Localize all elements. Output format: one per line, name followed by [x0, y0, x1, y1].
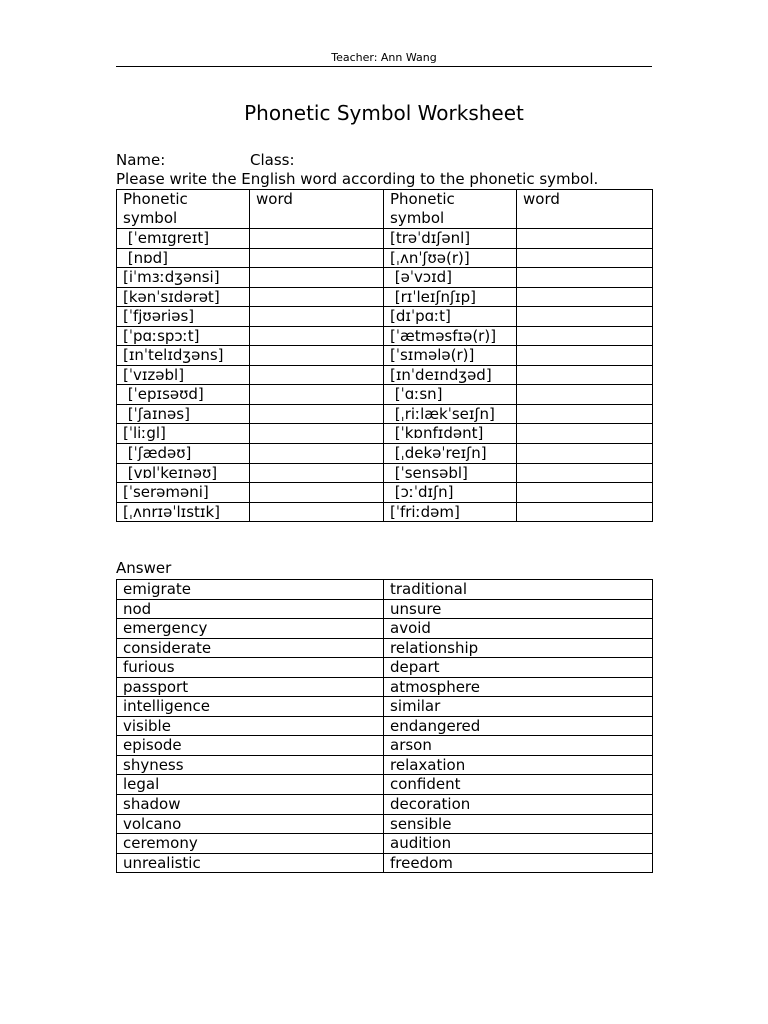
word-answer-cell[interactable] — [517, 326, 653, 346]
phonetic-cell: [iˈmɜːdʒənsi] — [117, 268, 250, 288]
answer-row — [117, 638, 653, 658]
word-answer-cell[interactable] — [250, 307, 384, 327]
answer-cell: shyness — [117, 755, 384, 775]
phonetic-cell: [ˈvɪzəbl] — [117, 365, 250, 385]
answer-row — [117, 697, 653, 717]
word-answer-cell[interactable] — [517, 346, 653, 366]
word-answer-cell[interactable] — [250, 346, 384, 366]
answer-cell: similar — [384, 697, 653, 717]
phonetic-cell: [ˈʃaɪnəs] — [117, 404, 250, 424]
answer-cell: audition — [384, 834, 653, 854]
header-divider — [116, 66, 652, 67]
worksheet-row — [117, 346, 653, 366]
phonetic-cell: [ˈætməsfɪə(r)] — [384, 326, 517, 346]
answer-heading: Answer — [116, 559, 172, 577]
phonetic-cell: [vɒlˈkeɪnəʊ] — [117, 463, 250, 483]
phonetic-cell: [ɔːˈdɪʃn] — [384, 483, 517, 503]
answer-cell: relationship — [384, 638, 653, 658]
answer-row — [117, 795, 653, 815]
phonetic-cell: [ˈsɪmələ(r)] — [384, 346, 517, 366]
answer-cell: decoration — [384, 795, 653, 815]
header-phonetic-symbol: Phonetic symbol — [384, 190, 517, 229]
answer-row — [117, 619, 653, 639]
worksheet-row — [117, 229, 653, 249]
phonetic-cell: [nɒd] — [117, 248, 250, 268]
phonetic-cell: [ˌdekəˈreɪʃn] — [384, 444, 517, 464]
phonetic-cell: [əˈvɔɪd] — [384, 268, 517, 288]
word-answer-cell[interactable] — [250, 229, 384, 249]
answer-table — [116, 579, 653, 873]
answer-row — [117, 853, 653, 873]
answer-row — [117, 775, 653, 795]
answer-cell: nod — [117, 599, 384, 619]
phonetic-cell: [ˈfriːdəm] — [384, 502, 517, 522]
phonetic-cell: [rɪˈleɪʃnʃɪp] — [384, 287, 517, 307]
word-answer-cell[interactable] — [250, 424, 384, 444]
phonetic-cell: [ˌriːlækˈseɪʃn] — [384, 404, 517, 424]
worksheet-header-row — [117, 190, 653, 229]
answer-cell: freedom — [384, 853, 653, 873]
answer-cell: shadow — [117, 795, 384, 815]
worksheet-row — [117, 365, 653, 385]
phonetic-cell: [ˈɑːsn] — [384, 385, 517, 405]
phonetic-cell: [ɪnˈtelɪdʒəns] — [117, 346, 250, 366]
answer-row — [117, 677, 653, 697]
phonetic-cell: [ˈepɪsəʊd] — [117, 385, 250, 405]
answer-cell: traditional — [384, 580, 653, 600]
teacher-header: Teacher: Ann Wang — [331, 51, 437, 64]
answer-cell: passport — [117, 677, 384, 697]
header-word: word — [517, 190, 653, 229]
phonetic-cell: [trəˈdɪʃənl] — [384, 229, 517, 249]
answer-cell: unrealistic — [117, 853, 384, 873]
answer-cell: volcano — [117, 814, 384, 834]
word-answer-cell[interactable] — [517, 229, 653, 249]
header-phonetic-symbol: Phonetic symbol — [117, 190, 250, 229]
answer-cell: avoid — [384, 619, 653, 639]
word-answer-cell[interactable] — [517, 424, 653, 444]
answer-cell: endangered — [384, 716, 653, 736]
worksheet-row — [117, 307, 653, 327]
instruction-text: Please write the English word according to the phonetic symbol. — [116, 170, 599, 188]
answer-row — [117, 755, 653, 775]
worksheet-row — [117, 463, 653, 483]
word-answer-cell[interactable] — [250, 365, 384, 385]
answer-row — [117, 716, 653, 736]
answer-cell: emergency — [117, 619, 384, 639]
page-title: Phonetic Symbol Worksheet — [244, 101, 524, 125]
word-answer-cell[interactable] — [517, 463, 653, 483]
word-answer-cell[interactable] — [250, 287, 384, 307]
word-answer-cell[interactable] — [250, 502, 384, 522]
answer-row — [117, 736, 653, 756]
word-answer-cell[interactable] — [517, 268, 653, 288]
worksheet-row — [117, 248, 653, 268]
word-answer-cell[interactable] — [250, 268, 384, 288]
phonetic-cell: [dɪˈpɑːt] — [384, 307, 517, 327]
worksheet-row — [117, 444, 653, 464]
header-word: word — [250, 190, 384, 229]
worksheet-row — [117, 287, 653, 307]
worksheet-row — [117, 326, 653, 346]
phonetic-cell: [ˈsensəbl] — [384, 463, 517, 483]
phonetic-cell: [ˈpɑːspɔːt] — [117, 326, 250, 346]
worksheet-table — [116, 189, 653, 522]
answer-row — [117, 580, 653, 600]
word-answer-cell[interactable] — [517, 502, 653, 522]
answer-cell: relaxation — [384, 755, 653, 775]
answer-cell: considerate — [117, 638, 384, 658]
word-answer-cell[interactable] — [250, 483, 384, 503]
worksheet-row — [117, 385, 653, 405]
word-answer-cell[interactable] — [517, 444, 653, 464]
answer-cell: furious — [117, 658, 384, 678]
phonetic-cell: [ˌʌnrɪəˈlɪstɪk] — [117, 502, 250, 522]
word-answer-cell[interactable] — [517, 287, 653, 307]
worksheet-row — [117, 424, 653, 444]
class-label: Class: — [250, 151, 295, 169]
answer-cell: intelligence — [117, 697, 384, 717]
word-answer-cell[interactable] — [250, 404, 384, 424]
answer-cell: ceremony — [117, 834, 384, 854]
phonetic-cell: [ˈemɪgreɪt] — [117, 229, 250, 249]
word-answer-cell[interactable] — [517, 307, 653, 327]
word-answer-cell[interactable] — [517, 365, 653, 385]
answer-cell: confident — [384, 775, 653, 795]
student-info-line — [116, 151, 295, 170]
phonetic-cell: [ˈfjʊəriəs] — [117, 307, 250, 327]
word-answer-cell[interactable] — [250, 385, 384, 405]
answer-cell: unsure — [384, 599, 653, 619]
worksheet-row — [117, 483, 653, 503]
word-answer-cell[interactable] — [250, 248, 384, 268]
worksheet-row — [117, 268, 653, 288]
answer-cell: legal — [117, 775, 384, 795]
word-answer-cell[interactable] — [517, 248, 653, 268]
word-answer-cell[interactable] — [250, 326, 384, 346]
word-answer-cell[interactable] — [250, 444, 384, 464]
word-answer-cell[interactable] — [517, 404, 653, 424]
answer-row — [117, 599, 653, 619]
word-answer-cell[interactable] — [517, 385, 653, 405]
answer-cell: sensible — [384, 814, 653, 834]
word-answer-cell[interactable] — [250, 463, 384, 483]
answer-row — [117, 658, 653, 678]
answer-cell: arson — [384, 736, 653, 756]
worksheet-row — [117, 404, 653, 424]
phonetic-cell: [ˌʌnˈʃʊə(r)] — [384, 248, 517, 268]
worksheet-row — [117, 502, 653, 522]
answer-cell: episode — [117, 736, 384, 756]
phonetic-cell: [kənˈsɪdərət] — [117, 287, 250, 307]
phonetic-cell: [ˈserəməni] — [117, 483, 250, 503]
name-label: Name: — [116, 151, 166, 169]
phonetic-cell: [ɪnˈdeɪndʒəd] — [384, 365, 517, 385]
phonetic-cell: [ˈʃædəʊ] — [117, 444, 250, 464]
word-answer-cell[interactable] — [517, 483, 653, 503]
phonetic-cell: [ˈliːgl] — [117, 424, 250, 444]
answer-row — [117, 834, 653, 854]
answer-cell: visible — [117, 716, 384, 736]
answer-cell: emigrate — [117, 580, 384, 600]
answer-cell: depart — [384, 658, 653, 678]
answer-row — [117, 814, 653, 834]
phonetic-cell: [ˈkɒnfɪdənt] — [384, 424, 517, 444]
answer-cell: atmosphere — [384, 677, 653, 697]
